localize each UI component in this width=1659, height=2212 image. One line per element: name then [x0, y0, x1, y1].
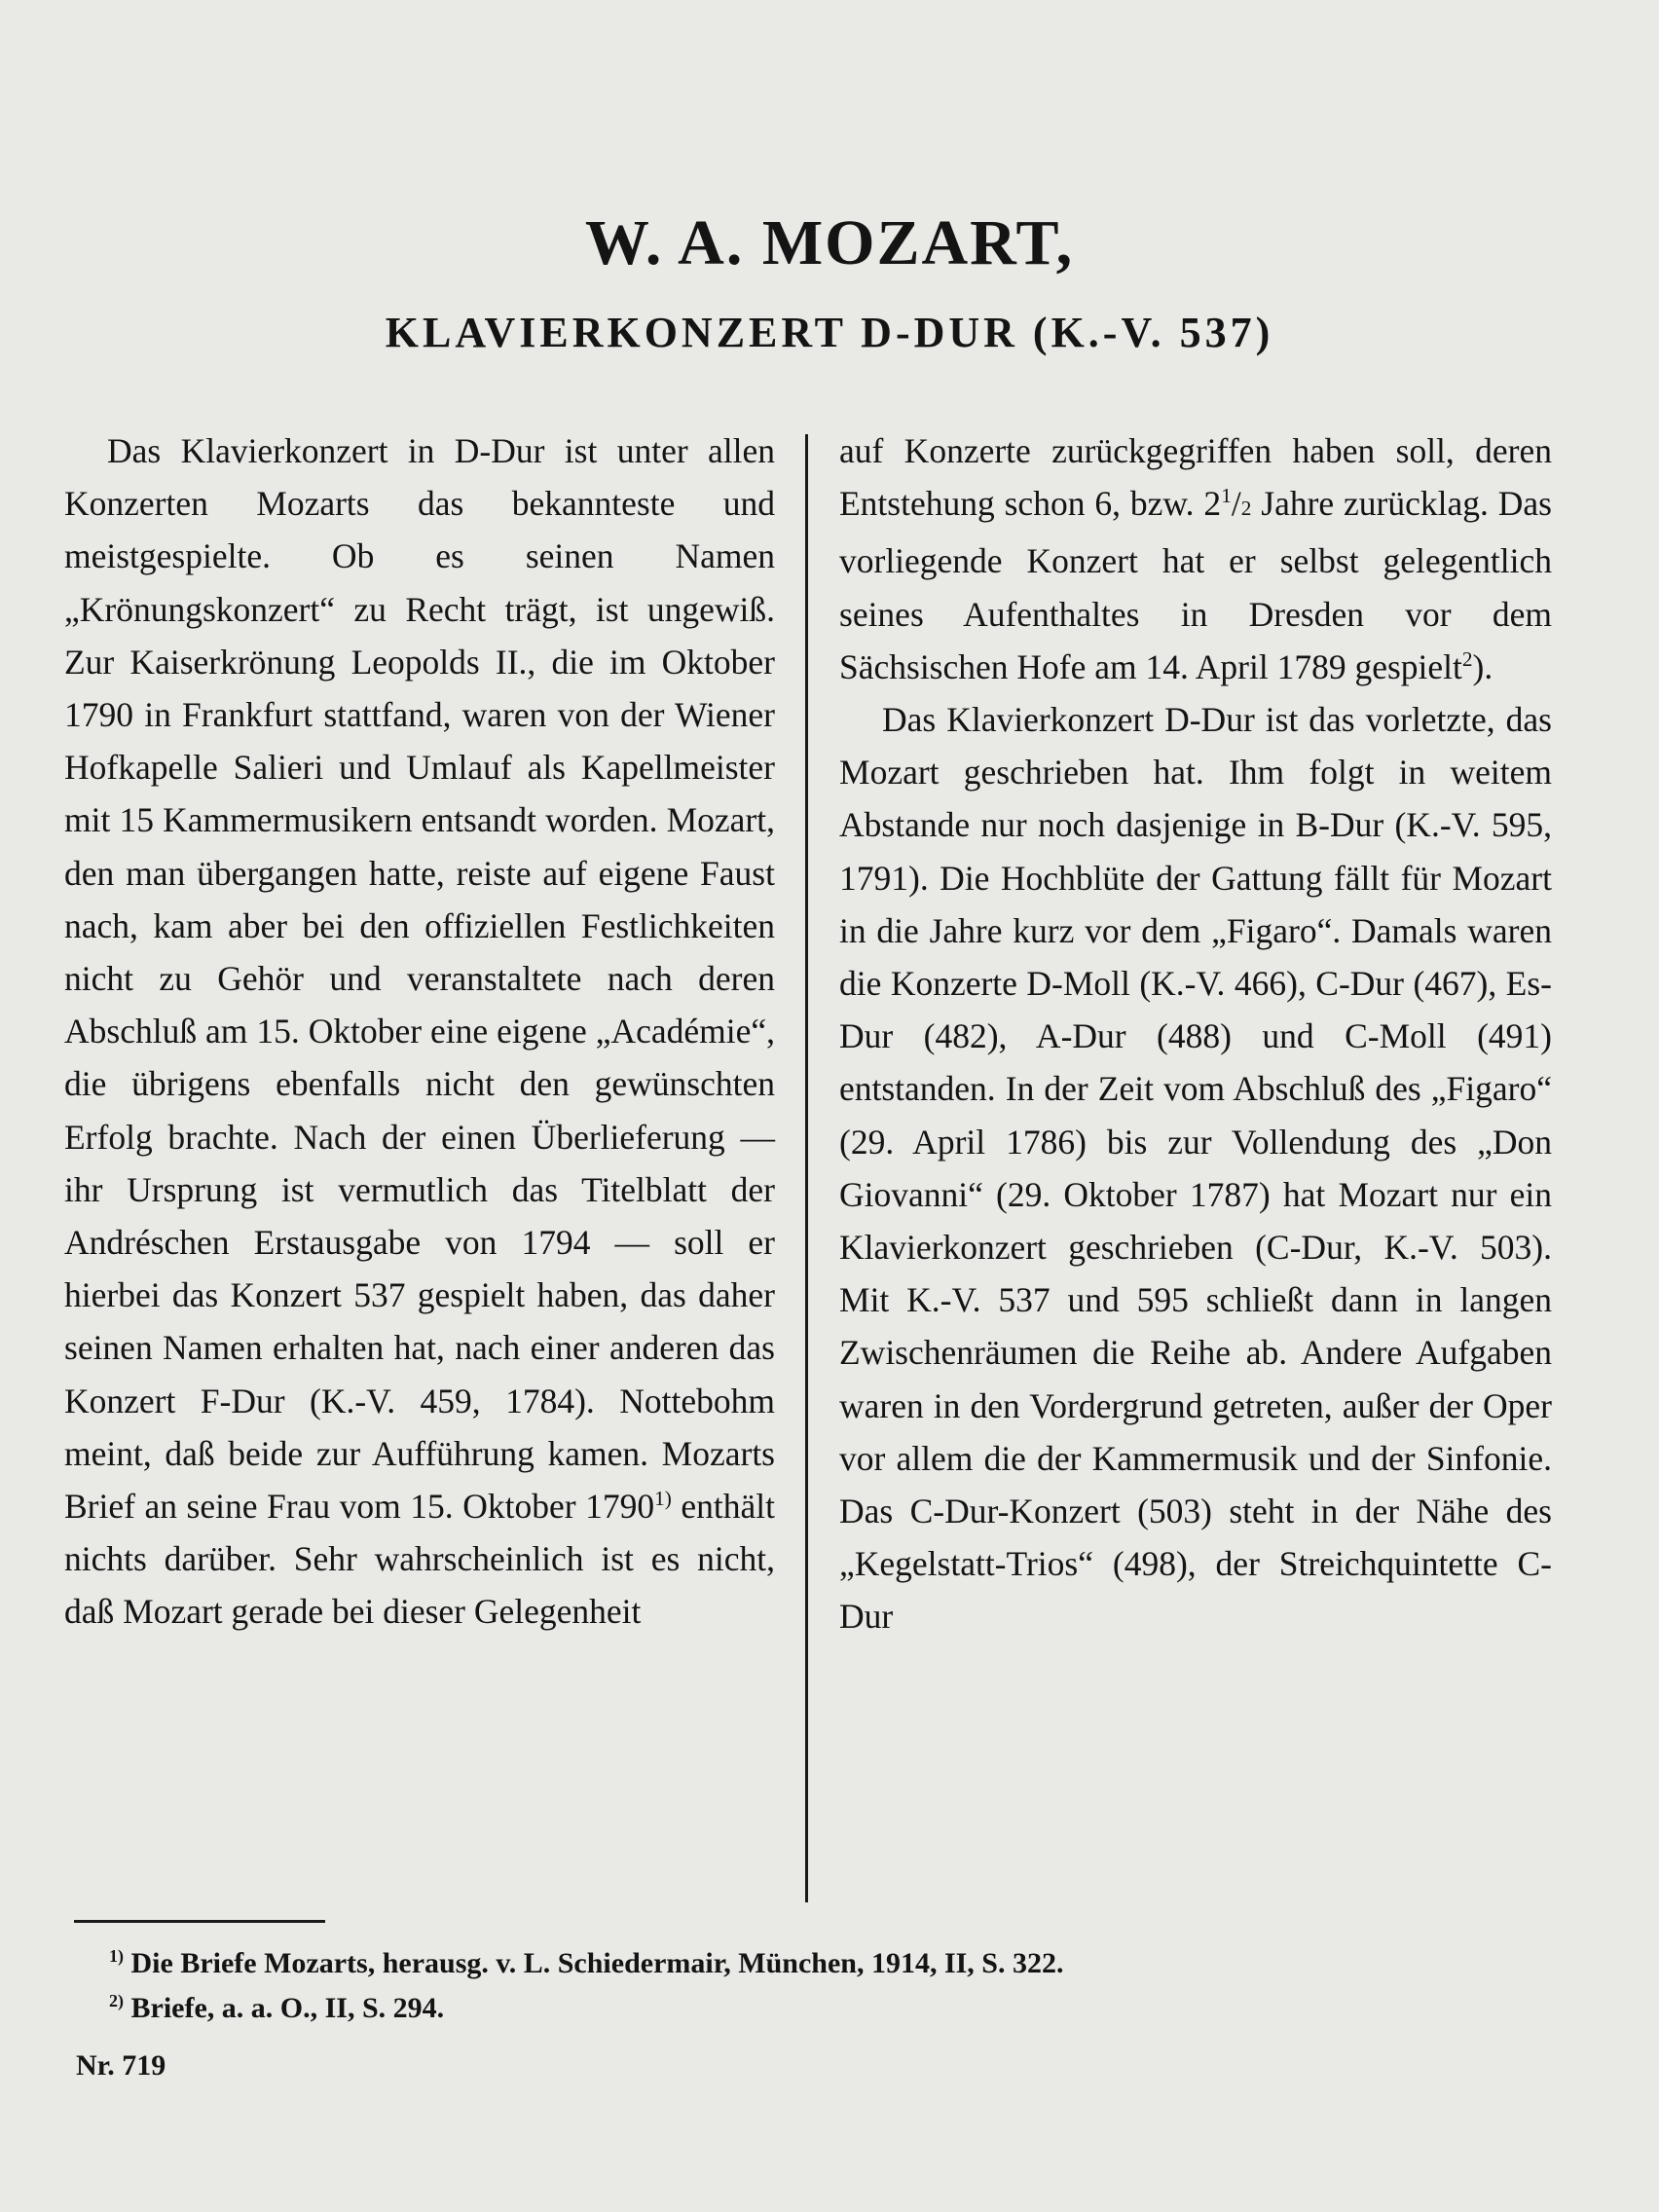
- right-paragraph-1-text-part-2: Jahre zurücklag. Das vorliegende Konzert hat er selbst gelegentlich seines Aufenthaltes in Dresden vor dem Sächsischen Hofe am 14. April 1789 gespielt: [839, 484, 1552, 686]
- right-column-paragraph-1: auf Konzerte zurückgegriffen haben soll, deren Entstehung schon 6, bzw. $2^1/2$ Jahre zurücklag. Das vorliegende Konzert hat er selbst gelegentlich seines Aufenthaltes in Dresden vor dem Sächsischen Hofe am 14. April 1789 gespielt$^2$).: [839, 431, 1552, 686]
- column-divider: [805, 434, 808, 1902]
- footnote-ref-1: 1): [654, 1487, 672, 1511]
- left-paragraph-text-part-2: enthält nichts darüber. Sehr wahrscheinlich ist es nicht, daß Mozart gerade bei dieser Gelegenheit: [64, 1487, 775, 1632]
- left-paragraph-text-part-1: Das Klavierkonzert in D-Dur ist unter allen Konzerten Mozarts das bekannteste und meistgespielte. Ob es seinen Namen „Krönungskonzert“ zu Recht trägt, ist ungewiß. Zur Kaiserkrönung Leopolds II., die im Oktober 1790 in Frankfurt stattfand, waren von der Wiener Hofkapelle Salieri und Umlauf als Kapellmeister mit 15 Kammermusikern entsandt worden. Mozart, den man übergangen hatte, reiste auf eigene Faust nach, kam aber bei den offiziellen Festlichkeiten nicht zu Gehör und veranstaltete nach deren Abschluß am 15. Oktober eine eigene „Académie“, die übrigens ebenfalls nicht den gewünschten Erfolg brachte. Nach der einen Überlieferung — ihr Ursprung ist vermutlich das Titelblatt der Andréschen Erstausgabe von 1794 — soll er hierbei das Konzert 537 gespielt haben, das daher seinen Namen erhalten hat, nach einer anderen das Konzert F-Dur (K.-V. 459, 1784). Nottebohm meint, daß beide zur Aufführung kamen. Mozarts Brief an seine Frau vom 15. Oktober 1790: [64, 431, 775, 1527]
- right-paragraph-1-text-part-1: auf Konzerte zurückgegriffen haben soll, deren Entstehung schon 6, bzw. 2: [839, 431, 1552, 524]
- right-column: [839, 424, 1552, 1643]
- left-column: [64, 424, 775, 1639]
- left-column-paragraph: [64, 424, 775, 1639]
- footnote-ref-2: 2: [1461, 646, 1473, 671]
- page-number: Nr. 719: [76, 2049, 166, 2082]
- footnote-1-text: Die Briefe Mozarts, herausg. v. L. Schiedermair, München, 1914, II, S. 322.: [124, 1947, 1064, 1979]
- fraction-denominator: 2: [1240, 497, 1252, 521]
- footnote-1: [109, 1941, 1472, 1986]
- footnote-divider: [74, 1920, 325, 1923]
- footnote-2-text: Briefe, a. a. O., II, S. 294.: [124, 1992, 445, 2024]
- footnote-1-marker: 1): [109, 1946, 124, 1966]
- footnote-2: [109, 1986, 1472, 2031]
- footnotes: [109, 1941, 1472, 2031]
- right-column-paragraph-2: Das Klavierkonzert D-Dur ist das vorletzte, das Mozart geschrieben hat. Ihm folgt in weitem Abstande nur noch dasjenige in B-Dur (K.-V. 595, 1791). Die Hochblüte der Gattung fällt für Mozart in die Jahre kurz vor dem „Figaro“. Damals waren die Konzerte D-Moll (K.-V. 466), C-Dur (467), Es-Dur (482), A-Dur (488) und C-Moll (491) entstanden. In der Zeit vom Abschluß des „Figaro“ (29. April 1786) bis zur Vollendung des „Don Giovanni“ (29. Oktober 1787) hat Mozart nur ein Klavierkonzert geschrieben (C-Dur, K.-V. 503). Mit K.-V. 537 und 595 schließt dann in langen Zwischenräumen die Reihe ab. Andere Aufgaben waren in den Vordergrund getreten, außer der Oper vor allem die der Kammermusik und der Sinfonie. Das C-Dur-Konzert (503) steht in der Nähe des „Kegelstatt-Trios“ (498), der Streichquintette C-Dur: [839, 700, 1552, 1637]
- page-subtitle: KLAVIERKONZERT D-DUR (K.-V. 537): [385, 309, 1274, 356]
- right-paragraph-1-text-part-3: ).: [1472, 646, 1493, 686]
- fraction-numerator: 1: [1221, 484, 1232, 508]
- footnote-2-marker: 2): [109, 1991, 124, 2010]
- page-title: W. A. MOZART,: [584, 207, 1075, 278]
